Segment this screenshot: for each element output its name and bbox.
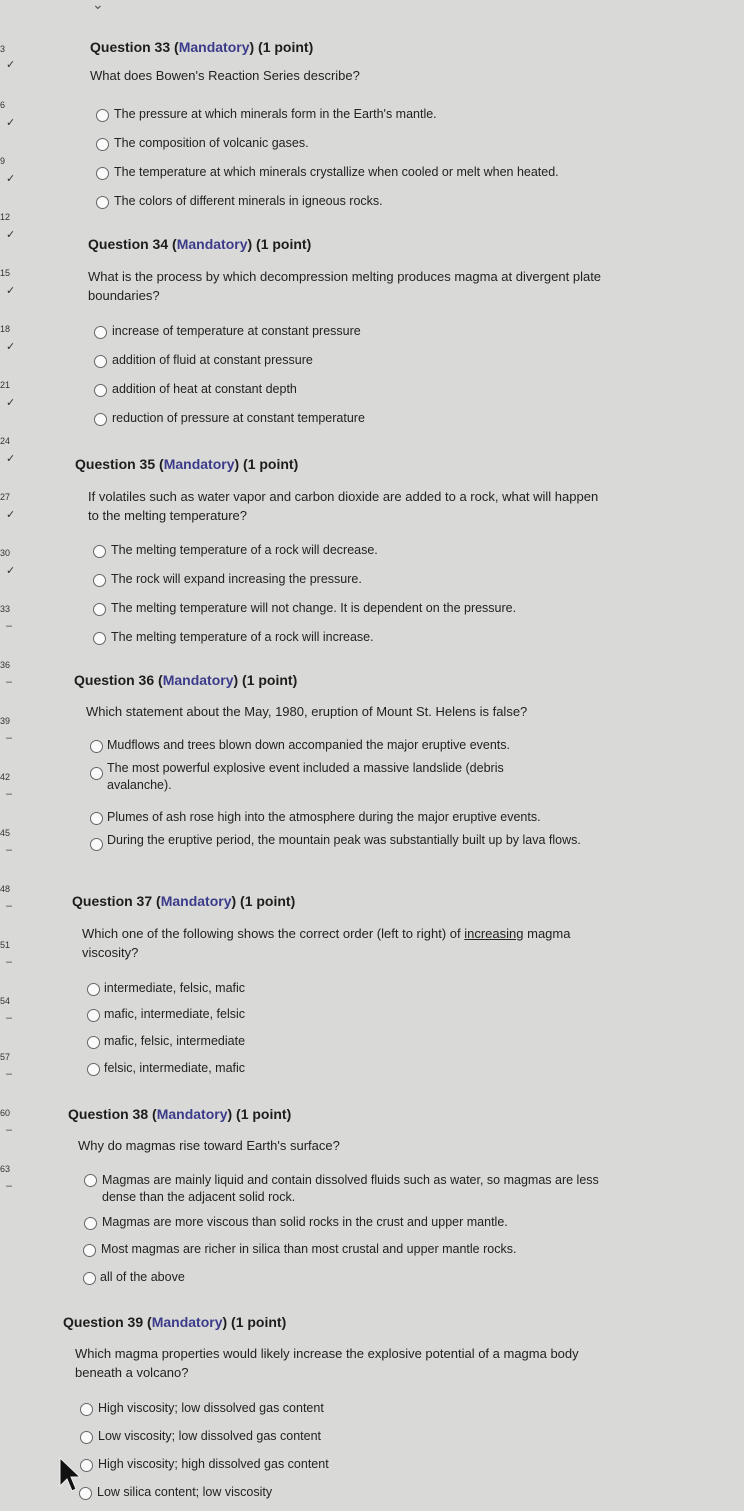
check-icon: ✓	[6, 453, 16, 465]
option-label[interactable]: The melting temperature will not change. It is dependent on the pressure.	[111, 601, 517, 615]
option-label[interactable]: The melting temperature of a rock will increase.	[111, 630, 374, 644]
option-label[interactable]: increase of temperature at constant pressure	[112, 324, 361, 338]
option-label[interactable]: Magmas are mainly liquid and contain dissolved fluids such as water, so magmas are less dense than the adjacent solid rock.	[102, 1173, 599, 1204]
unanswered-mark: –	[6, 844, 13, 856]
question-prompt: If volatiles such as water vapor and carbon dioxide are added to a rock, what will happen to the melting temperature?	[88, 489, 599, 523]
nav-number[interactable]: 63	[0, 1164, 11, 1174]
option-label[interactable]: The colors of different minerals in igneous rocks.	[114, 194, 383, 208]
unanswered-mark: –	[6, 1180, 13, 1192]
question-title: Question 36 (Mandatory) (1 point)	[74, 672, 298, 688]
unanswered-mark: –	[6, 956, 13, 968]
option-label[interactable]: Mudflows and trees blown down accompanied the major eruptive events.	[107, 738, 510, 752]
check-icon: ✓	[6, 341, 16, 353]
radio-button[interactable]	[94, 384, 107, 397]
nav-number[interactable]: 30	[0, 548, 11, 558]
option-label[interactable]: The temperature at which minerals crystallize when cooled or melt when heated.	[114, 165, 559, 179]
option-label[interactable]: Most magmas are richer in silica than most crustal and upper mantle rocks.	[101, 1242, 517, 1256]
nav-number[interactable]: 57	[0, 1052, 11, 1062]
nav-number[interactable]: 48	[0, 884, 11, 894]
check-icon: ✓	[6, 117, 16, 129]
nav-number[interactable]: 54	[0, 996, 11, 1006]
check-icon: ✓	[6, 285, 16, 297]
check-icon: ✓	[6, 173, 16, 185]
unanswered-mark: –	[6, 620, 13, 632]
nav-number[interactable]: 15	[0, 268, 11, 278]
unanswered-mark: –	[6, 900, 13, 912]
unanswered-mark: –	[6, 1124, 13, 1136]
radio-button[interactable]	[94, 413, 107, 426]
nav-number[interactable]: 27	[0, 492, 11, 502]
unanswered-mark: –	[6, 1068, 13, 1080]
radio-button[interactable]	[93, 574, 106, 587]
nav-number[interactable]: 45	[0, 828, 11, 838]
radio-button[interactable]	[84, 1217, 97, 1230]
radio-button[interactable]	[90, 812, 103, 825]
option-label[interactable]: mafic, felsic, intermediate	[104, 1034, 246, 1048]
option-label[interactable]: Plumes of ash rose high into the atmosphere during the major eruptive events.	[107, 810, 541, 824]
option-label[interactable]: addition of fluid at constant pressure	[112, 353, 313, 367]
radio-button[interactable]	[83, 1272, 96, 1285]
option-label[interactable]: intermediate, felsic, mafic	[104, 981, 246, 995]
nav-number[interactable]: 18	[0, 324, 11, 334]
radio-button[interactable]	[87, 1009, 100, 1022]
unanswered-mark: –	[6, 732, 13, 744]
nav-number[interactable]: 39	[0, 716, 11, 726]
option-label[interactable]: Low silica content; low viscosity	[97, 1485, 273, 1499]
option-label[interactable]: The melting temperature of a rock will decrease.	[111, 543, 378, 557]
radio-button[interactable]	[90, 740, 103, 753]
question-navigator	[0, 0, 104, 1511]
option-label[interactable]: The rock will expand increasing the pressure.	[111, 572, 362, 586]
radio-button[interactable]	[94, 355, 107, 368]
question-prompt: What does Bowen's Reaction Series describe?	[90, 68, 360, 83]
unanswered-mark: –	[6, 1012, 13, 1024]
question-title: Question 37 (Mandatory) (1 point)	[72, 893, 296, 909]
nav-number[interactable]: 6	[0, 100, 6, 110]
nav-number[interactable]: 3	[0, 44, 6, 54]
nav-number[interactable]: 42	[0, 772, 11, 782]
nav-number[interactable]: 12	[0, 212, 11, 222]
nav-number[interactable]: 60	[0, 1108, 11, 1118]
check-icon: ✓	[6, 59, 16, 71]
option-label[interactable]: Magmas are more viscous than solid rocks in the crust and upper mantle.	[102, 1215, 508, 1229]
option-label[interactable]: High viscosity; high dissolved gas content	[98, 1457, 329, 1471]
nav-number[interactable]: 24	[0, 436, 11, 446]
unanswered-mark: –	[6, 788, 13, 800]
check-icon: ✓	[6, 565, 16, 577]
option-label[interactable]: reduction of pressure at constant temperature	[112, 411, 365, 425]
option-label[interactable]: The most powerful explosive event included a massive landslide (debris avalanche).	[107, 761, 504, 792]
nav-number[interactable]: 9	[0, 156, 6, 166]
option-label[interactable]: mafic, intermediate, felsic	[104, 1007, 246, 1021]
radio-button[interactable]	[87, 1036, 100, 1049]
option-label[interactable]: High viscosity; low dissolved gas content	[98, 1401, 324, 1415]
question-title: Question 38 (Mandatory) (1 point)	[68, 1106, 292, 1122]
question-prompt: Which magma properties would likely increase the explosive potential of a magma body beneath a volcano?	[75, 1346, 579, 1380]
question-title: Question 39 (Mandatory) (1 point)	[63, 1314, 287, 1330]
question-prompt: Which statement about the May, 1980, eruption of Mount St. Helens is false?	[86, 704, 528, 719]
radio-button[interactable]	[96, 196, 109, 209]
nav-number[interactable]: 51	[0, 940, 11, 950]
radio-button[interactable]	[90, 767, 103, 780]
question-prompt: Why do magmas rise toward Earth's surface?	[78, 1138, 340, 1153]
nav-number[interactable]: 33	[0, 604, 11, 614]
radio-button[interactable]	[93, 603, 106, 616]
radio-button[interactable]	[96, 138, 109, 151]
nav-number[interactable]: 36	[0, 660, 11, 670]
chevron-down-icon[interactable]: ⌄	[92, 0, 104, 12]
option-label[interactable]: The composition of volcanic gases.	[114, 136, 309, 150]
unanswered-mark: –	[6, 676, 13, 688]
radio-button[interactable]	[83, 1244, 96, 1257]
question-prompt: Which one of the following shows the correct order (left to right) of increasing magma viscosity?	[82, 926, 571, 960]
option-label[interactable]: felsic, intermediate, mafic	[104, 1061, 246, 1075]
radio-button[interactable]	[87, 983, 100, 996]
question-title: Question 35 (Mandatory) (1 point)	[75, 456, 299, 472]
question-prompt: What is the process by which decompression melting produces magma at divergent plate boundaries?	[88, 269, 602, 303]
question-title: Question 33 (Mandatory) (1 point)	[90, 39, 314, 55]
radio-button[interactable]	[80, 1403, 93, 1416]
option-label[interactable]: all of the above	[100, 1270, 185, 1284]
check-icon: ✓	[6, 229, 16, 241]
radio-button[interactable]	[93, 545, 106, 558]
radio-button[interactable]	[96, 109, 109, 122]
radio-button[interactable]	[94, 326, 107, 339]
radio-button[interactable]	[87, 1063, 100, 1076]
radio-button[interactable]	[90, 838, 103, 851]
option-label[interactable]: During the eruptive period, the mountain peak was substantially built up by lava flows.	[107, 833, 581, 847]
radio-button[interactable]	[84, 1174, 97, 1187]
question-title: Question 34 (Mandatory) (1 point)	[88, 236, 312, 252]
radio-button[interactable]	[93, 632, 106, 645]
mouse-cursor-icon	[56, 1456, 82, 1496]
option-label[interactable]: Low viscosity; low dissolved gas content	[98, 1429, 322, 1443]
radio-button[interactable]	[96, 167, 109, 180]
radio-button[interactable]	[80, 1431, 93, 1444]
option-label[interactable]: The pressure at which minerals form in the Earth's mantle.	[114, 107, 437, 121]
option-label[interactable]: addition of heat at constant depth	[112, 382, 297, 396]
nav-number[interactable]: 21	[0, 380, 11, 390]
check-icon: ✓	[6, 397, 16, 409]
check-icon: ✓	[6, 509, 16, 521]
